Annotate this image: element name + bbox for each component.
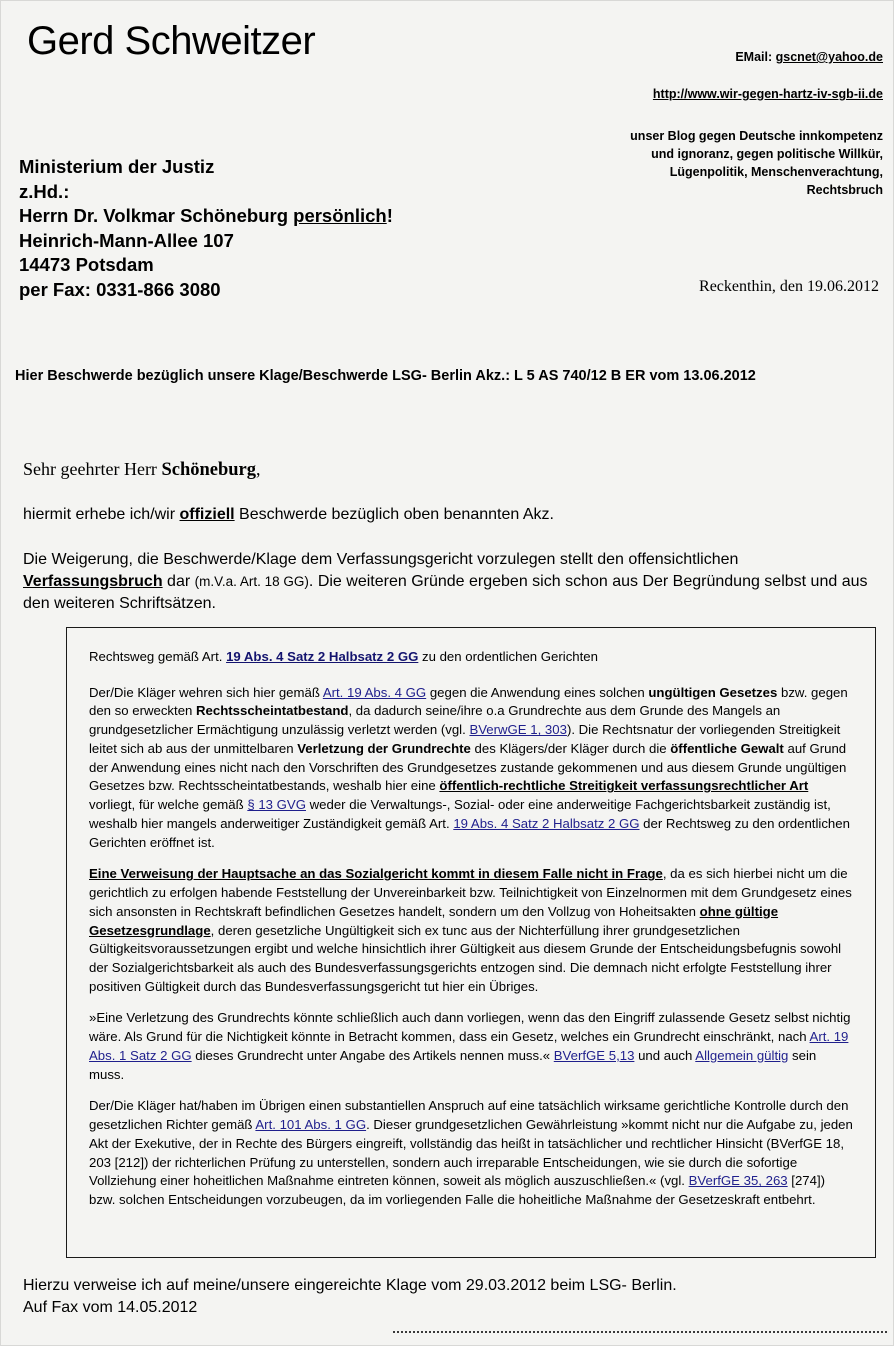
blog-description-line-3: Lügenpolitik, Menschenverachtung, — [669, 165, 883, 180]
legal-heading-part-2: zu den ordentlichen Gerichten — [418, 649, 598, 664]
legal-paragraph-1 — [89, 684, 853, 853]
p3-t4: sein muss. — [89, 1047, 817, 1082]
email-label: EMail: — [735, 50, 773, 64]
legal-heading-part-1: Rechtsweg gemäß Art. — [89, 649, 227, 664]
p1-bold-streitigkeit-art: öffentlich-rechtliche Streitigkeit verfassungsrechtlicher Art — [439, 778, 809, 794]
legal-heading-link-gg[interactable]: 19 Abs. 4 Satz 2 Halbsatz 2 GG — [226, 649, 419, 664]
blog-description-line-2: und ignoranz, gegen politische Willkür, — [651, 147, 883, 162]
salutation-suffix: , — [256, 459, 261, 479]
recipient-person-mark: ! — [386, 205, 393, 227]
p3-link-art19abs1[interactable]: Art. 19 Abs. 1 Satz 2 GG — [89, 1029, 849, 1063]
recipient-line-organisation: Ministerium der Justiz — [19, 156, 215, 177]
recipient-line-fax: per Fax: 0331-866 3080 — [19, 278, 221, 300]
intro-part-1: hiermit erhebe ich/wir — [23, 506, 180, 523]
p1-link-art19abs4[interactable]: Art. 19 Abs. 4 GG — [322, 684, 427, 700]
p1-t1: Der/Die Kläger wehren sich hier gemäß — [89, 684, 323, 700]
email-link[interactable]: gscnet@yahoo.de — [775, 50, 883, 64]
p4-t3: [274]) bzw. solchen Entscheidungen vorzubeugen, da im vorliegenden Falle die hoheitliche Maßnahme der Gesetzeskraft entbehrt. — [89, 1173, 826, 1208]
p4-link-art101[interactable]: Art. 101 Abs. 1 GG — [255, 1117, 367, 1133]
p1-t5: ). Die Rechtsnatur der vorliegenden Streitigkeit leitet sich ab aus der unmittelbaren — [89, 722, 841, 756]
p1-t3: bzw. gegen den so erweckten — [89, 684, 848, 719]
refusal-citation: (m.V.a. Art. 18 GG) — [194, 573, 309, 589]
legal-argument-box — [66, 627, 876, 1258]
p2-bold-ohne-gesetzesgrundlage: ohne gültige Gesetzesgrundlage — [89, 903, 779, 938]
legal-paragraph-4 — [89, 1097, 853, 1209]
closing-note — [23, 1275, 863, 1320]
p1-t10: der Rechtsweg zu den ordentlichen Gerichten eröffnet ist. — [89, 815, 850, 850]
p1-bold-verletzung-grundrechte: Verletzung der Grundrechte — [297, 740, 471, 756]
p1-t8: vorliegt, für welche gemäß — [89, 797, 248, 813]
p1-link-bverwge[interactable]: BVerwGE 1, 303 — [469, 722, 567, 738]
p1-t6: des Klägers/der Kläger durch die — [470, 740, 671, 756]
recipient-person-personal: persönlich — [293, 205, 387, 227]
blog-description-line-4: Rechtsbruch — [806, 183, 883, 198]
p2-bold-verweisung: Eine Verweisung der Hauptsache an das Sozialgericht kommt in diesem Falle nicht in Frage — [89, 866, 663, 882]
p3-t2: dieses Grundrecht unter Angabe des Artikels nennen muss.« — [191, 1047, 554, 1063]
p1-bold-rechtsscheintatbestand: Rechtsscheintatbestand — [196, 703, 349, 719]
p3-t1: »Eine Verletzung des Grundrechts könnte schließlich auch dann vorliegen, wenn das den Eingriff zulassende Gesetz selbst nichtig wäre. Als Grund für die Nichtigkeit könnte in Betracht kommen, dass ein Gesetz, welches ein Grundrecht einschränkt, nach — [89, 1010, 851, 1045]
p1-t2: gegen die Anwendung eines solchen — [426, 684, 649, 700]
p1-t7: auf Grund der Anwendung eines nicht nach den Vorschriften des Grundgesetzes zustande gekommenen und aus diesem Grunde ungültigen Gesetzes bzw. Rechtsscheintatbestands, weshalb hier eine — [89, 740, 847, 794]
sender-name: Gerd Schweitzer — [27, 19, 316, 63]
refusal-part-1: Die Weigerung, die Beschwerde/Klage dem Verfassungsgericht vorzulegen stellt den offensichtlichen — [23, 551, 739, 568]
legal-paragraph-3 — [89, 1009, 853, 1084]
intro-emphasis: offiziell — [179, 506, 235, 523]
p2-t1: , da es sich hierbei nicht um die gerichtlich zu erfolgen habende Feststellung der Unvereinbarkeit bzw. Teilnichtigkeit von Einzelnormen mit dem Grundgesetz eines sich ansonsten in Rechtskraft befindlichen Gesetzes handelt, sondern um den Vollzug von Hoheitsakten — [89, 866, 852, 919]
refusal-emphasis: Verfassungsbruch — [23, 572, 163, 590]
legal-box-heading — [89, 648, 853, 667]
p3-t3: und auch — [634, 1047, 696, 1063]
p2-t2: , deren gesetzliche Ungültigkeit sich ex tunc aus der Nichterfüllung ihrer grundgesetzlichen Gültigkeitsvoraussetzungen ergibt und welche hinsichtlich ihrer Gültigkeit aus diesem Grunde der Entscheidungsbefugnis sowohl der Sozialgerichtsbarkeit als auch des Bundesverfassungsgerichts entzogen sind. Die demnach nicht erfolgte Feststellung ihrer positiven Gültigkeit durch das Bundesverfassungsgericht tut hier ein Übriges. — [89, 922, 842, 994]
recipient-line-attention: z.Hd.: — [19, 180, 70, 202]
recipient-address — [19, 155, 393, 303]
legal-paragraph-2 — [89, 865, 853, 996]
salutation — [23, 459, 261, 481]
blog-description — [463, 127, 883, 200]
p3-link-allgemein-gueltig[interactable]: Allgemein gültig — [695, 1047, 789, 1063]
p1-t9: weder die Verwaltungs-, Sozial- oder eine anderweitige Fachgerichtsbarkeit zuständig ist, weshalb hier mangels anderweitiger Zuständigkeit gemäß Art. — [89, 797, 831, 831]
subject-line: Hier Beschwerde bezüglich unsere Klage/Beschwerde LSG- Berlin Akz.: L 5 AS 740/12 B ER vom 13.06.2012 — [15, 368, 756, 384]
closing-line-1: Hierzu verweise ich auf meine/unsere eingereichte Klage vom 29.03.2012 beim LSG- Berlin. — [23, 1277, 677, 1294]
dotted-separator — [393, 1331, 887, 1335]
refusal-part-2: dar — [162, 572, 195, 590]
recipient-line-street: Heinrich-Mann-Allee 107 — [19, 229, 234, 251]
p1-bold-oeffentliche-gewalt: öffentliche Gewalt — [670, 740, 784, 756]
p3-link-bverfge513[interactable]: BVerfGE 5,13 — [553, 1047, 635, 1063]
email-row — [463, 49, 883, 66]
p1-t4: , da dadurch seine/ihre o.a Grundrechte aus dem Grunde des Mangels an grundgesetzlicher Ermächtigung unzulässig verletzt werden (vgl. — [89, 703, 781, 738]
place-and-date: Reckenthin, den 19.06.2012 — [699, 278, 879, 295]
website-link[interactable]: http://www.wir-gegen-hartz-iv-sgb-ii.de — [652, 86, 883, 101]
contact-block — [463, 49, 883, 105]
intro-paragraph — [23, 506, 554, 524]
recipient-person-name: Herrn Dr. Volkmar Schöneburg — [19, 205, 294, 227]
closing-line-2: Auf Fax vom 14.05.2012 — [23, 1299, 198, 1317]
refusal-part-3: . Die weiteren Gründe ergeben sich schon aus Der Begründung selbst und aus den weiteren Schriftsätzen. — [23, 572, 868, 612]
p1-link-art19abs4satz2[interactable]: 19 Abs. 4 Satz 2 Halbsatz 2 GG — [453, 815, 640, 831]
refusal-paragraph — [23, 549, 878, 615]
intro-part-2: Beschwerde bezüglich oben benannten Akz. — [234, 506, 554, 523]
p4-t1: Der/Die Kläger hat/haben im Übrigen einen substantiellen Anspruch auf eine tatsächlich wirksame gerichtliche Kontrolle durch den gesetzlichen Richter gemäß — [89, 1098, 849, 1133]
p4-t2: . Dieser grundgesetzlichen Gewährleistung »kommt nicht nur die Aufgabe zu, jeden Akt der Exekutive, der in Rechte des Bürgers eingreift, vollständig das heißt in tatsächlicher und rechtlicher Hinsicht (BVerfGE 18, 203 [212]) der richterlichen Prüfung zu unterstellen, sondern auch irreparable Entscheidungen, wie sie durch die sofortige Vollziehung einer hoheitlichen Maßnahme eintreten können, soweit als möglich auszuschließen.« (vgl. — [89, 1117, 853, 1189]
recipient-line-city: 14473 Potsdam — [19, 254, 154, 276]
salutation-name: Schöneburg — [161, 460, 257, 480]
website-row — [463, 86, 883, 103]
blog-description-line-1: unser Blog gegen Deutsche innkompetenz — [630, 129, 883, 143]
recipient-line-person — [19, 204, 393, 229]
salutation-prefix: Sehr geehrter Herr — [23, 459, 162, 479]
p4-link-bverfge35[interactable]: BVerfGE 35, 263 — [688, 1173, 788, 1189]
p1-link-gvg[interactable]: § 13 GVG — [247, 797, 306, 813]
p1-bold-ungueltiges-gesetzes: ungültigen Gesetzes — [648, 684, 778, 700]
